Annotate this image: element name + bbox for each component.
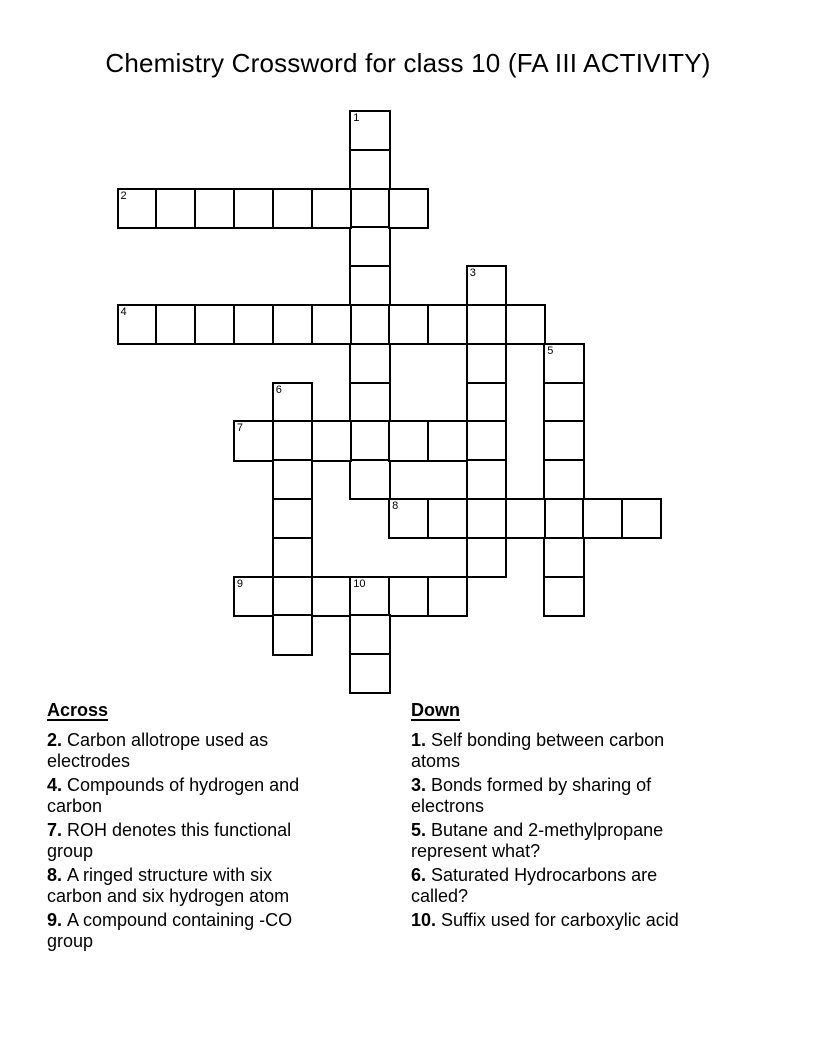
grid-cell — [466, 498, 507, 539]
clue-number: 7. — [47, 820, 63, 840]
cell-number: 9 — [236, 577, 244, 590]
grid-cell — [233, 420, 274, 461]
clue-text: Saturated Hydrocarbons are called? — [411, 865, 658, 906]
clue-text: ROH denotes this functional group — [47, 820, 292, 861]
grid-cell — [505, 498, 546, 539]
down-clue-list — [411, 730, 701, 931]
clue-text: Self bonding between carbon atoms — [411, 730, 665, 771]
grid-cell — [466, 265, 507, 306]
grid-cell — [155, 188, 196, 229]
grid-cell — [427, 576, 468, 617]
grid-cell — [349, 459, 390, 500]
grid-cell — [311, 188, 352, 229]
grid-cell — [388, 304, 429, 345]
grid-cell — [505, 304, 546, 345]
clue-number: 8. — [47, 865, 63, 885]
clue-item — [411, 910, 701, 931]
grid-cell — [272, 537, 313, 578]
grid-cell — [543, 382, 584, 423]
grid-cell — [194, 188, 235, 229]
cell-number: 7 — [236, 422, 244, 435]
cell-number: 10 — [353, 577, 366, 590]
clue-item — [411, 820, 701, 862]
down-clues-section — [411, 700, 701, 934]
clue-number: 10. — [411, 910, 437, 930]
grid-cell — [543, 343, 584, 384]
clue-text: A compound containing -CO group — [47, 910, 293, 951]
grid-cell — [349, 382, 390, 423]
clue-number: 5. — [411, 820, 427, 840]
clue-text: Carbon allotrope used as electrodes — [47, 730, 269, 771]
grid-cell — [349, 304, 390, 345]
clue-item — [47, 730, 317, 772]
grid-cell — [349, 576, 390, 617]
grid-cell — [272, 420, 313, 461]
clue-text: Compounds of hydrogen and carbon — [47, 775, 300, 816]
grid-cell — [117, 304, 158, 345]
grid-cell — [543, 459, 584, 500]
grid-cell — [582, 498, 623, 539]
grid-cell — [272, 382, 313, 423]
grid-cell — [466, 304, 507, 345]
grid-cell — [349, 265, 390, 306]
cell-number: 2 — [120, 189, 127, 202]
grid-cell — [466, 420, 507, 461]
grid-cell — [349, 614, 390, 655]
grid-cell — [349, 343, 390, 384]
clue-item — [47, 775, 317, 817]
clue-item — [47, 820, 317, 862]
clue-item — [411, 730, 701, 772]
clue-text: A ringed structure with six carbon and six hydrogen atom — [47, 865, 290, 906]
cell-number: 4 — [120, 306, 127, 318]
grid-cell — [117, 188, 158, 229]
cell-number: 3 — [469, 267, 476, 280]
clue-number: 9. — [47, 910, 63, 930]
across-clues-section — [47, 700, 317, 955]
grid-cell — [388, 498, 429, 539]
grid-cell — [543, 420, 584, 461]
across-heading: Across — [47, 700, 109, 720]
grid-cell — [427, 304, 468, 345]
grid-cell — [311, 420, 352, 461]
grid-cell — [466, 459, 507, 500]
across-clue-list — [47, 730, 317, 952]
grid-cell — [155, 304, 196, 345]
grid-cell — [349, 149, 390, 190]
down-heading: Down — [411, 700, 460, 720]
grid-cell — [272, 614, 313, 655]
clue-number: 1. — [411, 730, 427, 750]
grid-cell — [272, 188, 313, 229]
clue-text: Suffix used for carboxylic acid — [441, 910, 679, 930]
grid-cell — [233, 304, 274, 345]
grid-cell — [427, 498, 468, 539]
clue-number: 4. — [47, 775, 63, 795]
page-title: Chemistry Crossword for class 10 (FA III ACTIVITY) — [105, 48, 711, 78]
grid-cell — [311, 304, 352, 345]
clue-item — [47, 910, 317, 952]
clue-number: 6. — [411, 865, 427, 885]
clue-item — [411, 775, 701, 817]
clue-number: 3. — [411, 775, 427, 795]
cell-number: 6 — [275, 383, 282, 396]
grid-cell — [388, 188, 429, 229]
grid-cell — [543, 576, 584, 617]
grid-cell — [621, 498, 662, 539]
grid-cell — [272, 459, 313, 500]
grid-cell — [233, 188, 274, 229]
grid-cell — [427, 420, 468, 461]
grid-cell — [272, 576, 313, 617]
grid-cell — [466, 382, 507, 423]
clue-number: 2. — [47, 730, 63, 750]
cell-number: 5 — [547, 344, 554, 357]
grid-cell — [349, 653, 390, 694]
grid-cell — [466, 343, 507, 384]
grid-cell — [543, 537, 584, 578]
grid-cell — [233, 576, 274, 617]
grid-cell — [388, 420, 429, 461]
clue-item — [47, 865, 317, 907]
grid-cell — [311, 576, 352, 617]
clue-text: Butane and 2-methylpropane represent what? — [411, 820, 664, 861]
grid-cell — [194, 304, 235, 345]
grid-cell — [349, 110, 390, 151]
grid-cell — [349, 420, 390, 461]
cell-number: 8 — [392, 500, 399, 512]
cell-number: 1 — [353, 112, 360, 124]
grid-cell — [543, 498, 584, 539]
grid-cell — [272, 498, 313, 539]
clue-text: Bonds formed by sharing of electrons — [411, 775, 652, 816]
grid-cell — [349, 226, 390, 267]
grid-cell — [349, 188, 390, 229]
grid-cell — [466, 537, 507, 578]
grid-cell — [388, 576, 429, 617]
grid-cell — [272, 304, 313, 345]
clue-item — [411, 865, 701, 907]
